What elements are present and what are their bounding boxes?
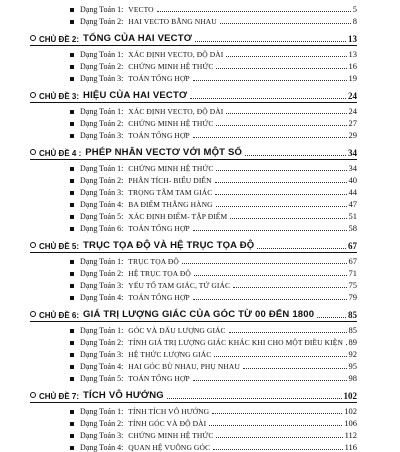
chapter-divider [30,45,357,46]
page-number: 5 [352,4,357,14]
entry-title: YẾU TỐ TAM GIÁC, TỨ GIÁC [128,281,231,290]
dot-leader [233,287,346,288]
page-number: 24 [348,106,357,116]
dot-leader [157,11,351,12]
entry-label: Dạng Toán 6: [80,224,124,233]
entry-title: TOÁN TỔNG HỢP [128,224,190,233]
dot-leader [317,317,346,318]
entry-title: TOÁN TỔNG HỢP [128,374,190,383]
page-number: 85 [348,325,357,335]
chapter-title: HIỆU CỦA HAI VECTƠ [83,90,188,101]
square-bullet-icon [70,215,74,219]
dot-leader [243,368,347,369]
dot-leader [194,275,347,276]
entry-title: TÍNH TÍCH VÔ HƯỚNG [128,407,210,416]
dot-leader [193,80,347,81]
entry-title: XÁC ĐỊNH VECTO, ĐỘ DÀI [128,50,224,59]
dot-leader [216,125,346,126]
circle-bullet-icon [30,242,36,248]
page-number: 106 [344,418,357,428]
toc-chapter-entry[interactable] [0,30,400,44]
square-bullet-icon [70,296,74,300]
toc-entry[interactable] [0,428,400,440]
page-number: 79 [348,292,357,302]
toc-entry[interactable] [0,128,400,140]
toc-chapter-entry[interactable] [0,144,400,158]
toc-entry[interactable] [0,104,400,116]
toc-entry[interactable] [0,335,400,347]
page-number: 98 [348,373,357,383]
entry-label: Dạng Toán 3: [80,281,124,290]
toc-entry[interactable] [0,347,400,359]
entry-title: XÁC ĐỊNH ĐIỂM- TẬP ĐIỂM [128,212,228,221]
entry-label: Dạng Toán 1: [80,164,124,173]
entry-label: Dạng Toán 1: [80,407,124,416]
square-bullet-icon [70,122,74,126]
dot-leader [230,218,346,219]
page-number: 24 [348,91,357,101]
chapter-label: CHỦ ĐỀ 5: [39,242,80,251]
toc-entry[interactable] [0,197,400,209]
square-bullet-icon [70,341,74,345]
page-number: 116 [344,442,357,452]
entry-title: HAI GÓC BÙ NHAU, PHỤ NHAU [128,362,240,371]
page-number: 27 [348,118,357,128]
page-number: 85 [348,310,357,320]
toc-entry[interactable] [0,416,400,428]
entry-title: TOÁN TỔNG HỢP [128,293,190,302]
square-bullet-icon [70,260,74,264]
chapter-title: GIÁ TRỊ LƯỢNG GIÁC CỦA GÓC TỪ 00 ĐẾN 1800 [83,309,315,320]
chapter-label: CHỦ ĐỀ 3: [39,92,80,101]
entry-label: Dạng Toán 2: [80,419,124,428]
page-number: 51 [348,211,357,221]
page-number: 102 [343,391,357,401]
entry-label: Dạng Toán 4: [80,293,124,302]
entry-title: HỆ TRỤC TỌA ĐỘ [128,269,191,278]
chapter-divider [30,252,357,253]
dot-leader [216,206,347,207]
entry-label: Dạng Toán 2: [80,338,124,347]
square-bullet-icon [70,110,74,114]
square-bullet-icon [70,329,74,333]
chapter-divider [30,159,357,160]
dot-leader [226,113,346,114]
dot-leader [216,170,346,171]
square-bullet-icon [70,422,74,426]
chapter-title: TRỤC TỌA ĐỘ VÀ HỆ TRỤC TỌA ĐỘ [83,240,255,251]
toc-entry[interactable] [0,161,400,173]
toc-entry[interactable] [0,209,400,221]
page-number: 71 [348,268,357,278]
toc-entry[interactable] [0,59,400,71]
page-number: 95 [348,361,357,371]
entry-label: Dạng Toán 3: [80,188,124,197]
square-bullet-icon [70,203,74,207]
circle-bullet-icon [30,92,36,98]
square-bullet-icon [70,179,74,183]
entry-title: PHÂN TÍCH- BIỂU DIỄN [128,176,212,185]
entry-label: Dạng Toán 4: [80,200,124,209]
square-bullet-icon [70,434,74,438]
page-number: 29 [348,130,357,140]
circle-bullet-icon [30,149,36,155]
square-bullet-icon [70,191,74,195]
dot-leader [213,449,342,450]
square-bullet-icon [70,446,74,450]
dot-leader [215,194,346,195]
dot-leader [182,263,347,264]
dot-leader [193,299,347,300]
entry-label: Dạng Toán 5: [80,374,124,383]
toc-entry[interactable] [0,47,400,59]
toc-entry[interactable] [0,359,400,371]
entry-label: Dạng Toán 3: [80,350,124,359]
circle-bullet-icon [30,392,36,398]
entry-title: XÁC ĐỊNH VECTO, ĐỘ DÀI [128,107,224,116]
chapter-label: CHỦ ĐỀ 6: [39,311,80,320]
circle-bullet-icon [30,311,36,317]
toc-entry[interactable] [0,323,400,335]
toc-entry[interactable] [0,371,400,383]
square-bullet-icon [70,134,74,138]
dot-leader [212,413,342,414]
page-number: 16 [348,61,357,71]
dot-leader [226,56,346,57]
page-number: 40 [348,175,357,185]
square-bullet-icon [70,365,74,369]
dot-leader [229,332,347,333]
page-number: 13 [348,49,357,59]
entry-label: Dạng Toán 1: [80,5,124,14]
square-bullet-icon [70,65,74,69]
page-number: 58 [348,223,357,233]
page-number: 34 [348,148,357,158]
page-number: 75 [348,280,357,290]
chapter-title: PHÉP NHÂN VECTƠ VỚI MỘT SỐ [85,147,243,158]
entry-title: CHỨNG MINH HỆ THỨC [128,119,214,128]
entry-title: CHỨNG MINH HỆ THỨC [128,431,214,440]
entry-label: Dạng Toán 2: [80,176,124,185]
toc-entry[interactable] [0,404,400,416]
chapter-label: CHỦ ĐỀ 7: [39,392,80,401]
toc-entry[interactable] [0,290,400,302]
entry-title: TÍNH GÓC VÀ ĐỘ DÀI [128,419,207,428]
square-bullet-icon [70,167,74,171]
toc-entry[interactable] [0,266,400,278]
dot-leader [193,380,347,381]
entry-title: BA ĐIỂM THẲNG HÀNG [128,200,213,209]
square-bullet-icon [70,410,74,414]
toc-entry[interactable] [0,185,400,197]
square-bullet-icon [70,284,74,288]
square-bullet-icon [70,20,74,24]
chapter-divider [30,102,357,103]
entry-label: Dạng Toán 3: [80,431,124,440]
page-number: 34 [348,163,357,173]
entry-title: TOÁN TỔNG HỢP [128,74,190,83]
entry-title: GÓC VÀ DẤU LƯỢNG GIÁC [128,326,226,335]
toc-entry[interactable] [0,221,400,233]
toc-entry[interactable] [0,173,400,185]
square-bullet-icon [70,377,74,381]
chapter-title: TỔNG CỦA HAI VECTƠ [83,33,193,44]
dot-leader [209,425,342,426]
entry-label: Dạng Toán 2: [80,62,124,71]
square-bullet-icon [70,8,74,12]
page-number: 67 [348,256,357,266]
entry-title: CHỨNG MINH HỆ THỨC [128,62,214,71]
toc-chapter-entry[interactable] [0,387,400,401]
chapter-label: CHỦ ĐỀ 2: [39,35,80,44]
entry-label: Dạng Toán 1: [80,50,124,59]
entry-label: Dạng Toán 2: [80,17,124,26]
entry-label: Dạng Toán 3: [80,74,124,83]
toc-chapter-entry[interactable] [0,87,400,101]
entry-title: TRỌNG TÂM TAM GIÁC [128,188,213,197]
entry-label: Dạng Toán 1: [80,107,124,116]
dot-leader [216,68,346,69]
entry-label: Dạng Toán 3: [80,131,124,140]
page-number: 112 [344,430,357,440]
entry-label: Dạng Toán 5: [80,212,124,221]
toc-chapter-entry[interactable] [0,237,400,251]
dot-leader [167,398,342,399]
dot-leader [195,41,346,42]
toc-entry[interactable] [0,116,400,128]
entry-title: HỆ THỨC LƯỢNG GIÁC [128,350,212,359]
page-number: 44 [348,187,357,197]
toc-entry[interactable] [0,71,400,83]
chapter-title: TÍCH VÔ HƯỚNG [83,390,164,401]
entry-label: Dạng Toán 4: [80,443,124,452]
toc-entry[interactable] [0,14,400,26]
dot-leader [214,356,346,357]
entry-title: TÍNH GIÁ TRỊ LƯỢNG GIÁC KHÁC KHI CHO MỘT ĐIỀU KIỆN [128,338,343,347]
page-number: 19 [348,73,357,83]
entry-label: Dạng Toán 1: [80,257,124,266]
entry-label: Dạng Toán 2: [80,119,124,128]
dot-leader [257,248,346,249]
dot-leader [190,98,346,99]
dot-leader [346,344,347,345]
page-number: 67 [348,241,357,251]
toc-chapter-entry[interactable] [0,306,400,320]
entry-title: QUAN HỆ VUÔNG GÓC [128,443,211,452]
page-number: 89 [348,337,357,347]
entry-label: Dạng Toán 1: [80,326,124,335]
dot-leader [216,437,342,438]
circle-bullet-icon [30,35,36,41]
page-number: 47 [348,199,357,209]
entry-title: TOÁN TỔNG HỢP [128,131,190,140]
square-bullet-icon [70,353,74,357]
chapter-divider [30,321,357,322]
page-number: 13 [348,34,357,44]
toc-entry[interactable] [0,254,400,266]
toc-entry[interactable] [0,440,400,452]
square-bullet-icon [70,227,74,231]
entry-title: TRỤC TỌA ĐỘ [128,257,179,266]
entry-title: VECTO [128,5,154,14]
square-bullet-icon [70,77,74,81]
entry-title: CHỨNG MINH HỆ THỨC [128,164,214,173]
chapter-label: CHỦ ĐỀ 4 : [39,149,82,158]
toc-entry[interactable] [0,2,400,14]
chapter-divider [30,402,357,403]
page-number: 92 [348,349,357,359]
entry-title: HAI VECTO BẰNG NHAU [128,17,217,26]
entry-label: Dạng Toán 4: [80,362,124,371]
toc-entry[interactable] [0,278,400,290]
page-number: 8 [352,16,357,26]
entry-label: Dạng Toán 2: [80,269,124,278]
dot-leader [215,182,347,183]
page-number: 102 [344,406,357,416]
square-bullet-icon [70,272,74,276]
dot-leader [193,230,347,231]
dot-leader [220,23,351,24]
dot-leader [193,137,347,138]
dot-leader [245,155,346,156]
square-bullet-icon [70,53,74,57]
